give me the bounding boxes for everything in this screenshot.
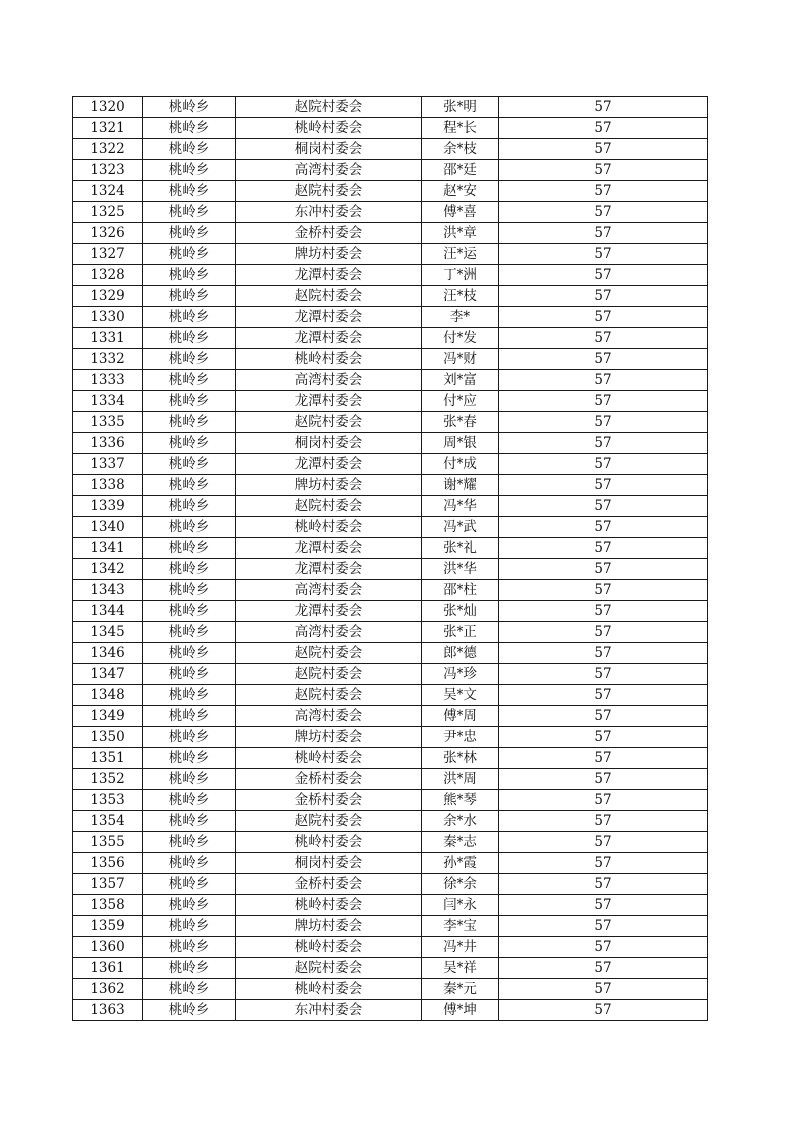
township-cell: 桃岭乡 xyxy=(143,538,236,559)
row-number-cell: 1338 xyxy=(73,475,143,496)
amount-cell: 57 xyxy=(499,601,708,622)
village-committee-cell: 赵院村委会 xyxy=(236,496,422,517)
amount-cell: 57 xyxy=(499,748,708,769)
row-number-cell: 1337 xyxy=(73,454,143,475)
amount-cell: 57 xyxy=(499,1000,708,1021)
table-row xyxy=(73,454,708,475)
township-cell: 桃岭乡 xyxy=(143,790,236,811)
amount-cell: 57 xyxy=(499,496,708,517)
township-cell: 桃岭乡 xyxy=(143,517,236,538)
village-committee-cell: 龙潭村委会 xyxy=(236,559,422,580)
village-committee-cell: 龙潭村委会 xyxy=(236,265,422,286)
amount-cell: 57 xyxy=(499,244,708,265)
amount-cell: 57 xyxy=(499,895,708,916)
person-name-cell: 邵*柱 xyxy=(422,580,499,601)
person-name-cell: 周*银 xyxy=(422,433,499,454)
village-committee-cell: 牌坊村委会 xyxy=(236,244,422,265)
amount-cell: 57 xyxy=(499,391,708,412)
township-cell: 桃岭乡 xyxy=(143,580,236,601)
amount-cell: 57 xyxy=(499,433,708,454)
township-cell: 桃岭乡 xyxy=(143,1000,236,1021)
table-row xyxy=(73,244,708,265)
amount-cell: 57 xyxy=(499,412,708,433)
person-name-cell: 余*水 xyxy=(422,811,499,832)
village-committee-cell: 龙潭村委会 xyxy=(236,538,422,559)
township-cell: 桃岭乡 xyxy=(143,601,236,622)
person-name-cell: 秦*志 xyxy=(422,832,499,853)
table-row xyxy=(73,874,708,895)
person-name-cell: 傅*周 xyxy=(422,706,499,727)
amount-cell: 57 xyxy=(499,475,708,496)
person-name-cell: 冯*珍 xyxy=(422,664,499,685)
amount-cell: 57 xyxy=(499,769,708,790)
person-name-cell: 洪*章 xyxy=(422,223,499,244)
table-row xyxy=(73,286,708,307)
township-cell: 桃岭乡 xyxy=(143,496,236,517)
township-cell: 桃岭乡 xyxy=(143,853,236,874)
row-number-cell: 1322 xyxy=(73,139,143,160)
village-committee-cell: 金桥村委会 xyxy=(236,874,422,895)
township-cell: 桃岭乡 xyxy=(143,727,236,748)
table-row xyxy=(73,139,708,160)
township-cell: 桃岭乡 xyxy=(143,412,236,433)
township-cell: 桃岭乡 xyxy=(143,244,236,265)
person-name-cell: 张*明 xyxy=(422,97,499,118)
person-name-cell: 张*林 xyxy=(422,748,499,769)
person-name-cell: 徐*余 xyxy=(422,874,499,895)
row-number-cell: 1343 xyxy=(73,580,143,601)
village-committee-cell: 金桥村委会 xyxy=(236,223,422,244)
row-number-cell: 1359 xyxy=(73,916,143,937)
village-committee-cell: 赵院村委会 xyxy=(236,643,422,664)
village-committee-cell: 桃岭村委会 xyxy=(236,748,422,769)
person-name-cell: 付*发 xyxy=(422,328,499,349)
village-committee-cell: 高湾村委会 xyxy=(236,580,422,601)
row-number-cell: 1362 xyxy=(73,979,143,1000)
row-number-cell: 1341 xyxy=(73,538,143,559)
row-number-cell: 1327 xyxy=(73,244,143,265)
amount-cell: 57 xyxy=(499,790,708,811)
village-committee-cell: 桃岭村委会 xyxy=(236,349,422,370)
row-number-cell: 1353 xyxy=(73,790,143,811)
table-row xyxy=(73,433,708,454)
village-committee-cell: 桐岗村委会 xyxy=(236,433,422,454)
row-number-cell: 1330 xyxy=(73,307,143,328)
table-row xyxy=(73,202,708,223)
village-committee-cell: 高湾村委会 xyxy=(236,160,422,181)
person-name-cell: 闫*永 xyxy=(422,895,499,916)
amount-cell: 57 xyxy=(499,454,708,475)
row-number-cell: 1350 xyxy=(73,727,143,748)
table-row xyxy=(73,517,708,538)
table-row xyxy=(73,769,708,790)
person-name-cell: 付*成 xyxy=(422,454,499,475)
township-cell: 桃岭乡 xyxy=(143,433,236,454)
roster-table xyxy=(72,96,708,1021)
table-row xyxy=(73,685,708,706)
row-number-cell: 1320 xyxy=(73,97,143,118)
table-row xyxy=(73,958,708,979)
table-row xyxy=(73,265,708,286)
township-cell: 桃岭乡 xyxy=(143,391,236,412)
amount-cell: 57 xyxy=(499,643,708,664)
village-committee-cell: 高湾村委会 xyxy=(236,370,422,391)
table-row xyxy=(73,412,708,433)
table-row xyxy=(73,160,708,181)
table-row xyxy=(73,391,708,412)
amount-cell: 57 xyxy=(499,370,708,391)
table-row xyxy=(73,97,708,118)
village-committee-cell: 桃岭村委会 xyxy=(236,937,422,958)
table-row xyxy=(73,307,708,328)
person-name-cell: 尹*忠 xyxy=(422,727,499,748)
township-cell: 桃岭乡 xyxy=(143,160,236,181)
township-cell: 桃岭乡 xyxy=(143,706,236,727)
village-committee-cell: 龙潭村委会 xyxy=(236,307,422,328)
amount-cell: 57 xyxy=(499,349,708,370)
person-name-cell: 冯*华 xyxy=(422,496,499,517)
amount-cell: 57 xyxy=(499,874,708,895)
row-number-cell: 1360 xyxy=(73,937,143,958)
row-number-cell: 1355 xyxy=(73,832,143,853)
township-cell: 桃岭乡 xyxy=(143,769,236,790)
row-number-cell: 1351 xyxy=(73,748,143,769)
row-number-cell: 1357 xyxy=(73,874,143,895)
row-number-cell: 1349 xyxy=(73,706,143,727)
person-name-cell: 邵*廷 xyxy=(422,160,499,181)
amount-cell: 57 xyxy=(499,517,708,538)
table-row xyxy=(73,979,708,1000)
table-row xyxy=(73,328,708,349)
amount-cell: 57 xyxy=(499,181,708,202)
table-row xyxy=(73,643,708,664)
township-cell: 桃岭乡 xyxy=(143,265,236,286)
table-row xyxy=(73,916,708,937)
township-cell: 桃岭乡 xyxy=(143,202,236,223)
township-cell: 桃岭乡 xyxy=(143,307,236,328)
person-name-cell: 汪*枝 xyxy=(422,286,499,307)
township-cell: 桃岭乡 xyxy=(143,181,236,202)
village-committee-cell: 赵院村委会 xyxy=(236,664,422,685)
person-name-cell: 赵*安 xyxy=(422,181,499,202)
township-cell: 桃岭乡 xyxy=(143,328,236,349)
person-name-cell: 张*春 xyxy=(422,412,499,433)
village-committee-cell: 牌坊村委会 xyxy=(236,916,422,937)
township-cell: 桃岭乡 xyxy=(143,979,236,1000)
person-name-cell: 程*长 xyxy=(422,118,499,139)
township-cell: 桃岭乡 xyxy=(143,223,236,244)
table-row xyxy=(73,349,708,370)
village-committee-cell: 赵院村委会 xyxy=(236,286,422,307)
row-number-cell: 1348 xyxy=(73,685,143,706)
village-committee-cell: 高湾村委会 xyxy=(236,622,422,643)
village-committee-cell: 金桥村委会 xyxy=(236,769,422,790)
village-committee-cell: 牌坊村委会 xyxy=(236,475,422,496)
table-row xyxy=(73,790,708,811)
village-committee-cell: 高湾村委会 xyxy=(236,706,422,727)
village-committee-cell: 桃岭村委会 xyxy=(236,832,422,853)
township-cell: 桃岭乡 xyxy=(143,118,236,139)
township-cell: 桃岭乡 xyxy=(143,958,236,979)
row-number-cell: 1363 xyxy=(73,1000,143,1021)
village-committee-cell: 龙潭村委会 xyxy=(236,391,422,412)
township-cell: 桃岭乡 xyxy=(143,559,236,580)
table-row xyxy=(73,559,708,580)
table-row xyxy=(73,370,708,391)
amount-cell: 57 xyxy=(499,160,708,181)
amount-cell: 57 xyxy=(499,811,708,832)
amount-cell: 57 xyxy=(499,727,708,748)
row-number-cell: 1347 xyxy=(73,664,143,685)
row-number-cell: 1358 xyxy=(73,895,143,916)
village-committee-cell: 龙潭村委会 xyxy=(236,601,422,622)
township-cell: 桃岭乡 xyxy=(143,370,236,391)
township-cell: 桃岭乡 xyxy=(143,685,236,706)
township-cell: 桃岭乡 xyxy=(143,916,236,937)
table-row xyxy=(73,118,708,139)
amount-cell: 57 xyxy=(499,706,708,727)
township-cell: 桃岭乡 xyxy=(143,748,236,769)
amount-cell: 57 xyxy=(499,139,708,160)
row-number-cell: 1356 xyxy=(73,853,143,874)
township-cell: 桃岭乡 xyxy=(143,643,236,664)
village-committee-cell: 桃岭村委会 xyxy=(236,118,422,139)
row-number-cell: 1325 xyxy=(73,202,143,223)
person-name-cell: 孙*霞 xyxy=(422,853,499,874)
township-cell: 桃岭乡 xyxy=(143,475,236,496)
township-cell: 桃岭乡 xyxy=(143,874,236,895)
person-name-cell: 熊*琴 xyxy=(422,790,499,811)
amount-cell: 57 xyxy=(499,958,708,979)
village-committee-cell: 赵院村委会 xyxy=(236,811,422,832)
village-committee-cell: 桐岗村委会 xyxy=(236,853,422,874)
person-name-cell: 冯*武 xyxy=(422,517,499,538)
township-cell: 桃岭乡 xyxy=(143,622,236,643)
row-number-cell: 1323 xyxy=(73,160,143,181)
village-committee-cell: 牌坊村委会 xyxy=(236,727,422,748)
row-number-cell: 1346 xyxy=(73,643,143,664)
table-row xyxy=(73,475,708,496)
table-row xyxy=(73,727,708,748)
amount-cell: 57 xyxy=(499,916,708,937)
village-committee-cell: 赵院村委会 xyxy=(236,685,422,706)
row-number-cell: 1321 xyxy=(73,118,143,139)
person-name-cell: 付*应 xyxy=(422,391,499,412)
person-name-cell: 余*枝 xyxy=(422,139,499,160)
township-cell: 桃岭乡 xyxy=(143,349,236,370)
person-name-cell: 吴*祥 xyxy=(422,958,499,979)
table-row xyxy=(73,580,708,601)
village-committee-cell: 龙潭村委会 xyxy=(236,454,422,475)
person-name-cell: 张*正 xyxy=(422,622,499,643)
amount-cell: 57 xyxy=(499,97,708,118)
roster-table-body xyxy=(73,97,708,1021)
village-committee-cell: 赵院村委会 xyxy=(236,958,422,979)
row-number-cell: 1361 xyxy=(73,958,143,979)
person-name-cell: 傅*坤 xyxy=(422,1000,499,1021)
table-row xyxy=(73,496,708,517)
row-number-cell: 1352 xyxy=(73,769,143,790)
village-committee-cell: 桃岭村委会 xyxy=(236,517,422,538)
row-number-cell: 1334 xyxy=(73,391,143,412)
table-row xyxy=(73,538,708,559)
township-cell: 桃岭乡 xyxy=(143,97,236,118)
table-row xyxy=(73,1000,708,1021)
amount-cell: 57 xyxy=(499,223,708,244)
village-committee-cell: 赵院村委会 xyxy=(236,412,422,433)
village-committee-cell: 桃岭村委会 xyxy=(236,895,422,916)
amount-cell: 57 xyxy=(499,559,708,580)
table-row xyxy=(73,937,708,958)
amount-cell: 57 xyxy=(499,328,708,349)
person-name-cell: 张*灿 xyxy=(422,601,499,622)
row-number-cell: 1342 xyxy=(73,559,143,580)
table-row xyxy=(73,853,708,874)
township-cell: 桃岭乡 xyxy=(143,286,236,307)
amount-cell: 57 xyxy=(499,307,708,328)
person-name-cell: 李*宝 xyxy=(422,916,499,937)
person-name-cell: 洪*华 xyxy=(422,559,499,580)
row-number-cell: 1329 xyxy=(73,286,143,307)
amount-cell: 57 xyxy=(499,286,708,307)
table-row xyxy=(73,223,708,244)
person-name-cell: 秦*元 xyxy=(422,979,499,1000)
table-row xyxy=(73,706,708,727)
person-name-cell: 冯*井 xyxy=(422,937,499,958)
table-row xyxy=(73,895,708,916)
row-number-cell: 1339 xyxy=(73,496,143,517)
row-number-cell: 1345 xyxy=(73,622,143,643)
amount-cell: 57 xyxy=(499,853,708,874)
person-name-cell: 李* xyxy=(422,307,499,328)
person-name-cell: 郎*德 xyxy=(422,643,499,664)
row-number-cell: 1324 xyxy=(73,181,143,202)
table-row xyxy=(73,832,708,853)
person-name-cell: 丁*洲 xyxy=(422,265,499,286)
row-number-cell: 1333 xyxy=(73,370,143,391)
amount-cell: 57 xyxy=(499,265,708,286)
row-number-cell: 1335 xyxy=(73,412,143,433)
table-row xyxy=(73,811,708,832)
village-committee-cell: 金桥村委会 xyxy=(236,790,422,811)
table-row xyxy=(73,664,708,685)
township-cell: 桃岭乡 xyxy=(143,937,236,958)
village-committee-cell: 东冲村委会 xyxy=(236,202,422,223)
person-name-cell: 刘*富 xyxy=(422,370,499,391)
amount-cell: 57 xyxy=(499,979,708,1000)
person-name-cell: 洪*周 xyxy=(422,769,499,790)
village-committee-cell: 赵院村委会 xyxy=(236,181,422,202)
row-number-cell: 1354 xyxy=(73,811,143,832)
table-row xyxy=(73,748,708,769)
person-name-cell: 冯*财 xyxy=(422,349,499,370)
table-row xyxy=(73,622,708,643)
row-number-cell: 1326 xyxy=(73,223,143,244)
township-cell: 桃岭乡 xyxy=(143,454,236,475)
village-committee-cell: 桐岗村委会 xyxy=(236,139,422,160)
township-cell: 桃岭乡 xyxy=(143,895,236,916)
village-committee-cell: 东冲村委会 xyxy=(236,1000,422,1021)
person-name-cell: 张*礼 xyxy=(422,538,499,559)
village-committee-cell: 赵院村委会 xyxy=(236,97,422,118)
row-number-cell: 1336 xyxy=(73,433,143,454)
row-number-cell: 1328 xyxy=(73,265,143,286)
amount-cell: 57 xyxy=(499,118,708,139)
row-number-cell: 1340 xyxy=(73,517,143,538)
amount-cell: 57 xyxy=(499,937,708,958)
township-cell: 桃岭乡 xyxy=(143,811,236,832)
amount-cell: 57 xyxy=(499,664,708,685)
person-name-cell: 吴*文 xyxy=(422,685,499,706)
amount-cell: 57 xyxy=(499,832,708,853)
township-cell: 桃岭乡 xyxy=(143,832,236,853)
amount-cell: 57 xyxy=(499,622,708,643)
row-number-cell: 1344 xyxy=(73,601,143,622)
amount-cell: 57 xyxy=(499,538,708,559)
village-committee-cell: 龙潭村委会 xyxy=(236,328,422,349)
table-row xyxy=(73,181,708,202)
person-name-cell: 傅*喜 xyxy=(422,202,499,223)
amount-cell: 57 xyxy=(499,580,708,601)
person-name-cell: 谢*耀 xyxy=(422,475,499,496)
row-number-cell: 1332 xyxy=(73,349,143,370)
township-cell: 桃岭乡 xyxy=(143,664,236,685)
person-name-cell: 汪*运 xyxy=(422,244,499,265)
amount-cell: 57 xyxy=(499,202,708,223)
township-cell: 桃岭乡 xyxy=(143,139,236,160)
amount-cell: 57 xyxy=(499,685,708,706)
table-row xyxy=(73,601,708,622)
row-number-cell: 1331 xyxy=(73,328,143,349)
village-committee-cell: 桃岭村委会 xyxy=(236,979,422,1000)
